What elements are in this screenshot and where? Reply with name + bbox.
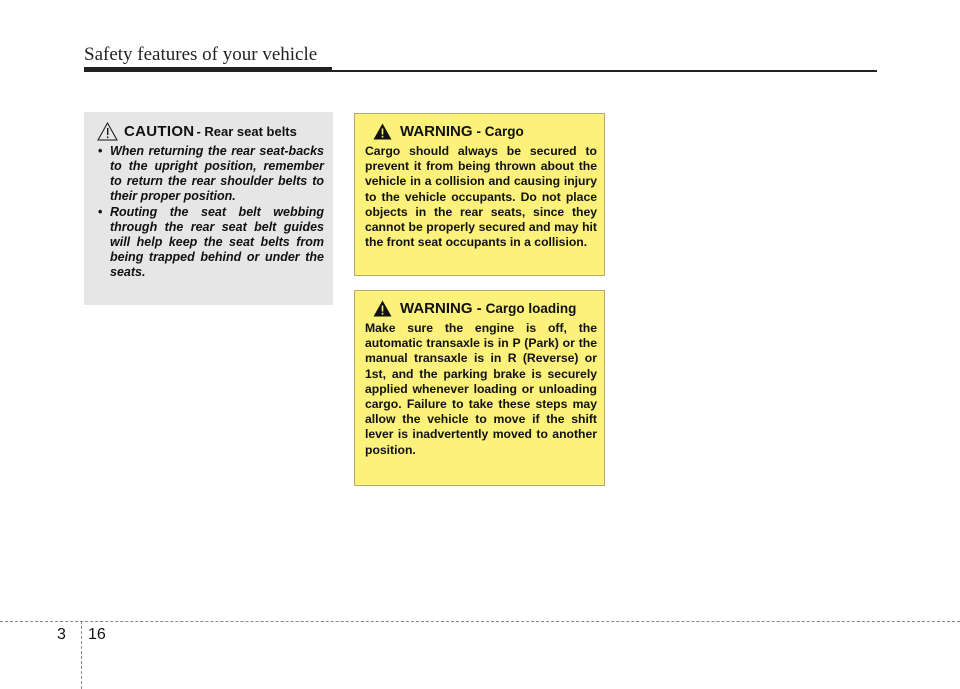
warning-triangle-icon [373, 300, 392, 317]
warning-loading-keyword: WARNING - [400, 300, 482, 317]
warning-loading-body: Make sure the engine is off, the automatic transaxle is in P (Park) or the manual transaxle is in R (Reverse) or 1st, and the parking brake is securely applied whenever loading or unloading cargo. Failure to take these steps may allow the vehicle to move if the shift lever is inadvertently moved to another position. [365, 321, 597, 457]
caution-list [97, 144, 324, 280]
page-header-title: Safety features of your vehicle [84, 44, 318, 65]
page-number: 16 [88, 626, 106, 643]
chapter-number: 3 [57, 626, 66, 643]
caution-box [84, 112, 333, 305]
caution-subtitle: - Rear seat belts [196, 124, 297, 139]
warning-cargo-box [354, 113, 605, 276]
caution-item-text: When returning the rear seat-backs to the upright position, remember to return the rear shoulder belts to their proper position. [110, 144, 324, 203]
caution-item [97, 144, 324, 204]
caution-keyword: CAUTION [124, 123, 195, 140]
header-rule-thin [332, 70, 877, 72]
warning-cargo-subtitle: - Cargo [476, 124, 524, 139]
footer-rule [0, 621, 960, 622]
warning-cargo-body: Cargo should always be secured to prevent it from being thrown about the vehicle in a collision and causing injury to the vehicle occupants. Do not place objects in the rear seats, since they cannot be properly secured and may hit the front seat occupants in a collision. [365, 144, 597, 250]
caution-item [97, 205, 324, 280]
warning-triangle-icon [373, 123, 392, 140]
warning-cargo-keyword: WARNING [400, 123, 473, 140]
caution-triangle-icon [97, 122, 118, 141]
warning-loading-box [354, 290, 605, 486]
bullet-glyph: • [98, 144, 103, 158]
caution-heading [97, 122, 324, 141]
bullet-glyph: • [98, 205, 103, 219]
warning-cargo-heading [365, 123, 597, 140]
header-rule-thick [84, 67, 332, 72]
footer-divider [81, 621, 82, 689]
warning-loading-subtitle: Cargo loading [485, 301, 577, 316]
caution-item-text: Routing the seat belt webbing through the rear seat belt guides will help keep the seat belts from being trapped behind or under the seats. [110, 205, 324, 279]
warning-loading-heading [365, 300, 597, 317]
